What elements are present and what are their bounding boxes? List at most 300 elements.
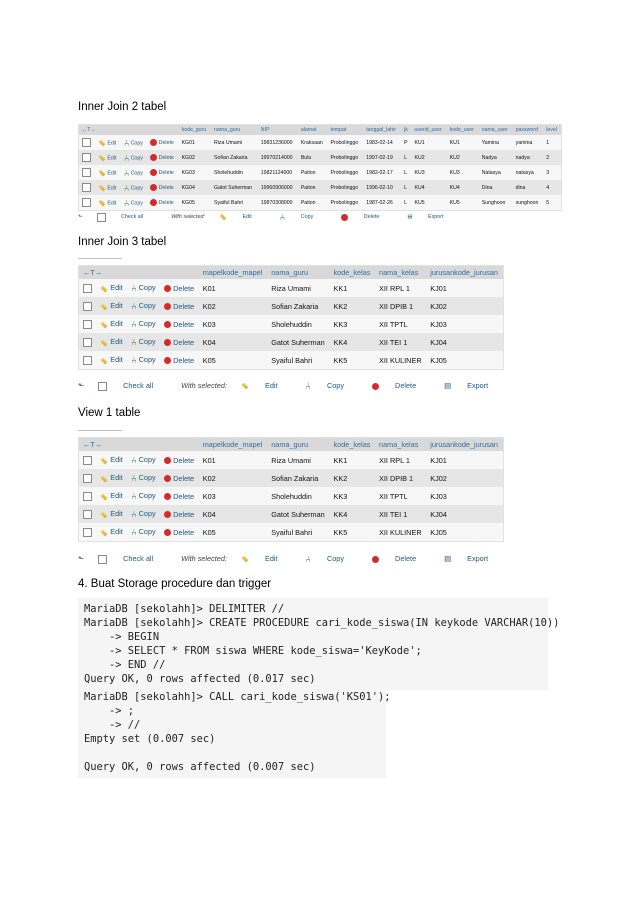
cell-nama_user: Nadya (479, 150, 513, 165)
delete-label: Delete (173, 527, 195, 537)
bulk-delete-button[interactable] (372, 554, 430, 563)
delete-label: Delete (173, 491, 195, 501)
copy-action[interactable] (127, 351, 160, 369)
row-checkbox-cell (79, 150, 95, 165)
cell-mapelkode_mapel: K04 (199, 505, 268, 523)
row-checkbox-cell (79, 180, 95, 195)
cell-jurusankode_jurusan: KJ04 (426, 333, 503, 351)
cell-nama_user: Dina (479, 180, 513, 195)
edit-action[interactable] (96, 469, 127, 487)
column-header-nama_guru[interactable]: nama_guru (211, 125, 258, 135)
export-button[interactable] (407, 214, 457, 220)
column-header-nama_kelas[interactable]: nama_kelas (375, 438, 426, 451)
cell-mapelkode_mapel: K03 (199, 487, 268, 505)
export-icon: ▤ (444, 554, 452, 563)
delete-action[interactable] (160, 505, 199, 523)
cell-jurusankode_jurusan: KJ03 (426, 315, 503, 333)
column-header-alamat[interactable]: alamat (298, 125, 328, 135)
row-checkbox-cell (79, 469, 96, 487)
column-nav[interactable]: ←T→ (79, 125, 179, 135)
row-checkbox[interactable] (82, 168, 91, 177)
column-header-tempat[interactable]: tempat (327, 125, 363, 135)
cell-mapelkode_mapel: K04 (199, 333, 268, 351)
row-checkbox-cell (79, 315, 96, 333)
column-header-nama_guru[interactable]: nama_guru (267, 266, 329, 279)
cell-nama_guru: Sofian Zakaria (267, 297, 329, 315)
table-row (79, 333, 503, 351)
cell-mapelkode_mapel: K01 (199, 451, 268, 469)
copy-label: Copy (138, 472, 156, 482)
row-checkbox-cell (79, 135, 95, 150)
row-checkbox[interactable] (83, 284, 92, 293)
row-checkbox-cell (79, 195, 95, 210)
bulk-edit-button[interactable] (241, 381, 292, 390)
copy-icon: ⑃ (131, 527, 137, 538)
table-row (79, 165, 561, 180)
edit-label: Edit (110, 337, 123, 347)
cell-NIP: 19970214000 (258, 150, 298, 165)
delete-action[interactable] (160, 351, 199, 369)
cell-jk: L (401, 180, 411, 195)
heading-storage-procedure: 4. Buat Storage procedure dan trigger (78, 578, 272, 590)
cell-alamat: Paiton (298, 195, 328, 210)
copy-label: Copy (138, 454, 156, 464)
cell-kode_guru: KG01 (179, 135, 211, 150)
table-header (79, 125, 561, 135)
copy-icon: ⑃ (305, 381, 311, 392)
delete-action[interactable] (160, 333, 199, 351)
cell-mapelkode_mapel: K05 (199, 351, 268, 369)
column-header-jk[interactable]: jk (401, 125, 411, 135)
copy-action[interactable] (121, 135, 148, 150)
delete-label: Delete (173, 319, 195, 329)
copy-label: Copy (138, 508, 156, 518)
copy-icon: ⑃ (131, 337, 137, 348)
check-all-button[interactable] (97, 214, 158, 220)
column-nav[interactable]: ←T→ (79, 438, 199, 451)
cell-jurusankode_jurusan: KJ05 (426, 523, 503, 541)
divider (78, 258, 122, 259)
pencil-icon (242, 383, 249, 390)
row-checkbox[interactable] (82, 138, 91, 147)
export-label: Export (427, 214, 444, 221)
cell-jurusankode_jurusan: KJ02 (426, 297, 503, 315)
row-checkbox[interactable] (82, 153, 91, 162)
delete-action[interactable] (160, 297, 199, 315)
cell-kode_kelas: KK3 (330, 315, 375, 333)
cell-tanggal_lahir: 1983-02-14 (363, 135, 401, 150)
delete-icon (164, 493, 171, 500)
edit-action[interactable] (95, 150, 121, 165)
cell-nama_guru: Riza Umami (211, 135, 258, 150)
cell-nama_guru: Sholehuddin (267, 315, 329, 333)
cell-kode_guru: KG03 (179, 165, 211, 180)
select-arrow-icon: ⬑ (78, 214, 83, 221)
cell-nama_kelas: XII DPIB 1 (375, 469, 426, 487)
delete-icon (164, 303, 171, 310)
delete-icon (164, 357, 171, 364)
delete-label: Delete (158, 199, 174, 206)
column-header-password[interactable]: password (513, 125, 544, 135)
row-checkbox[interactable] (83, 320, 92, 329)
cell-nama_guru: Gatot Suherman (211, 180, 258, 195)
table-header (79, 266, 503, 279)
copy-icon: ⑃ (123, 167, 130, 178)
delete-action[interactable] (160, 469, 199, 487)
column-header-userid_user[interactable]: userid_user (411, 125, 446, 135)
edit-action[interactable] (95, 165, 121, 180)
copy-icon: ⑃ (305, 554, 311, 565)
column-header-kode_user[interactable]: kode_user (447, 125, 479, 135)
copy-label: Copy (138, 336, 156, 346)
row-checkbox[interactable] (83, 338, 92, 347)
edit-label: Edit (110, 527, 123, 537)
cell-nama_guru: Syaiful Bahri (211, 195, 258, 210)
edit-action[interactable] (96, 279, 127, 297)
delete-action[interactable] (147, 165, 178, 180)
check-all-label: Check all (123, 554, 154, 563)
delete-icon (164, 529, 171, 536)
table-footer-2 (78, 381, 516, 391)
export-label: Export (467, 554, 489, 563)
cell-jurusankode_jurusan: KJ01 (426, 279, 503, 297)
cell-nama_kelas: XII TPTL (375, 315, 426, 333)
with-selected-label: With selected: (181, 381, 227, 390)
row-checkbox-cell (79, 165, 95, 180)
delete-action[interactable] (160, 523, 199, 541)
delete-action[interactable] (160, 487, 199, 505)
cell-nama_guru: Gatot Suherman (267, 505, 329, 523)
delete-action[interactable] (147, 150, 178, 165)
cell-kode_kelas: KK3 (330, 487, 375, 505)
cell-userid_user: KU4 (411, 180, 446, 195)
table-row (79, 315, 503, 333)
copy-action[interactable] (127, 487, 160, 505)
export-button[interactable] (444, 381, 502, 390)
delete-label: Delete (173, 355, 195, 365)
row-checkbox-cell (79, 505, 96, 523)
edit-action[interactable] (96, 487, 127, 505)
bulk-copy-label: Copy (300, 214, 314, 221)
export-label: Export (467, 381, 489, 390)
pencil-icon (101, 357, 108, 364)
column-header-kode_guru[interactable]: kode_guru (179, 125, 211, 135)
check-all-checkbox[interactable] (98, 555, 107, 564)
delete-icon (150, 199, 157, 206)
cell-nama_guru: Syaiful Bahri (267, 351, 329, 369)
bulk-edit-button[interactable] (241, 554, 292, 563)
delete-icon (150, 184, 157, 191)
copy-action[interactable] (127, 469, 160, 487)
cell-nama_guru: Syaiful Bahri (267, 523, 329, 541)
copy-icon: ⑃ (131, 283, 137, 294)
delete-label: Delete (173, 509, 195, 519)
delete-label: Delete (158, 169, 174, 176)
copy-label: Copy (138, 300, 156, 310)
delete-icon (372, 383, 379, 390)
pencil-icon (101, 321, 108, 328)
copy-action[interactable] (127, 279, 160, 297)
cell-jk: L (401, 195, 411, 210)
column-header-nama_guru[interactable]: nama_guru (267, 438, 329, 451)
code-block-call-procedure: MariaDB [sekolahh]> CALL cari_kode_siswa('KS01'); -> ; -> // Empty set (0.007 sec) Query OK, 0 rows affected (0.007 sec) (78, 686, 386, 778)
row-checkbox[interactable] (83, 510, 92, 519)
cell-kode_kelas: KK1 (330, 279, 375, 297)
delete-action[interactable] (160, 451, 199, 469)
cell-nama_kelas: XII TPTL (375, 487, 426, 505)
cell-NIP: 19960906000 (258, 180, 298, 195)
edit-action[interactable] (96, 351, 127, 369)
cell-nama_guru: Riza Umami (267, 279, 329, 297)
pencil-icon (101, 511, 108, 518)
delete-action[interactable] (160, 315, 199, 333)
table-row (79, 451, 503, 469)
heading-inner-join-3: Inner Join 3 tabel (78, 236, 167, 248)
select-arrow-icon: ⬑ (78, 554, 85, 563)
delete-label: Delete (158, 184, 174, 191)
cell-nama_guru: Riza Umami (267, 451, 329, 469)
edit-label: Edit (110, 283, 123, 293)
column-header-mapelkode_mapel[interactable]: mapelkode_mapel (199, 438, 268, 451)
cell-alamat: Kraksaan (298, 135, 328, 150)
bulk-edit-label: Edit (264, 554, 278, 563)
cell-NIP: 19821124000 (258, 165, 298, 180)
table-row (79, 195, 561, 210)
copy-icon: ⑃ (123, 197, 130, 208)
cell-alamat: Bulu (298, 150, 328, 165)
copy-icon: ⑃ (131, 355, 137, 366)
cell-tanggal_lahir: 1987-02-26 (363, 195, 401, 210)
cell-kode_guru: KG04 (179, 180, 211, 195)
column-nav[interactable]: ←T→ (79, 266, 199, 279)
cell-mapelkode_mapel: K03 (199, 315, 268, 333)
bulk-edit-button[interactable] (219, 214, 266, 220)
cell-kode_user: KU4 (447, 180, 479, 195)
edit-action[interactable] (96, 297, 127, 315)
row-checkbox-cell (79, 333, 96, 351)
bulk-delete-label: Delete (395, 554, 417, 563)
bulk-copy-label: Copy (326, 381, 345, 390)
heading-inner-join-2: Inner Join 2 tabel (78, 101, 167, 113)
copy-action[interactable] (127, 297, 160, 315)
cell-jk: P (401, 135, 411, 150)
table-row (79, 469, 503, 487)
table-row (79, 297, 503, 315)
edit-action[interactable] (96, 505, 127, 523)
column-header-nama_user[interactable]: nama_user (479, 125, 513, 135)
check-all-checkbox[interactable] (98, 382, 107, 391)
copy-label: Copy (130, 169, 143, 176)
cell-userid_user: KU2 (411, 150, 446, 165)
row-checkbox-cell (79, 279, 96, 297)
column-header-NIP[interactable]: NIP (258, 125, 298, 135)
cell-kode_kelas: KK5 (330, 523, 375, 541)
delete-icon (372, 556, 379, 563)
delete-label: Delete (173, 283, 195, 293)
pencil-icon (99, 184, 106, 191)
row-checkbox[interactable] (83, 528, 92, 537)
cell-password: nadya (513, 150, 544, 165)
delete-action[interactable] (147, 180, 178, 195)
delete-label: Delete (158, 154, 174, 161)
edit-action[interactable] (96, 333, 127, 351)
pencil-icon (101, 339, 108, 346)
cell-tempat: Probolinggo (327, 180, 363, 195)
copy-action[interactable] (127, 315, 160, 333)
pencil-icon (101, 493, 108, 500)
column-header-level[interactable]: level (543, 125, 561, 135)
copy-action[interactable] (127, 451, 160, 469)
bulk-copy-button[interactable] (306, 554, 358, 563)
row-checkbox-cell (79, 351, 96, 369)
cell-nama_guru: Sofian Zakaria (211, 150, 258, 165)
with-selected-label: With selected: (181, 554, 227, 563)
column-header-kode_kelas[interactable]: kode_kelas (330, 266, 375, 279)
copy-label: Copy (138, 354, 156, 364)
cell-level: 1 (543, 135, 561, 150)
table-row (79, 351, 503, 369)
delete-icon (164, 285, 171, 292)
bulk-delete-button[interactable] (372, 381, 430, 390)
delete-action[interactable] (160, 279, 199, 297)
cell-kode_kelas: KK4 (330, 505, 375, 523)
cell-jurusankode_jurusan: KJ05 (426, 351, 503, 369)
cell-nama_guru: Sholehuddin (267, 487, 329, 505)
cell-level: 5 (543, 195, 561, 210)
edit-action[interactable] (95, 135, 121, 150)
delete-icon (150, 154, 157, 161)
bulk-copy-label: Copy (326, 554, 345, 563)
cell-alamat: Paiton (298, 180, 328, 195)
select-arrow-icon: ⬑ (78, 381, 85, 390)
copy-label: Copy (138, 282, 156, 292)
copy-icon: ⑃ (123, 137, 130, 148)
edit-action[interactable] (95, 180, 121, 195)
cell-mapelkode_mapel: K05 (199, 523, 268, 541)
with-selected-label: With selected: (171, 214, 205, 221)
row-checkbox[interactable] (82, 198, 91, 207)
table-row (79, 150, 561, 165)
cell-mapelkode_mapel: K02 (199, 297, 268, 315)
edit-label: Edit (107, 184, 117, 191)
copy-label: Copy (130, 154, 143, 161)
check-all-button[interactable] (98, 554, 167, 563)
delete-icon (164, 511, 171, 518)
copy-action[interactable] (121, 165, 148, 180)
row-checkbox[interactable] (83, 456, 92, 465)
check-all-checkbox[interactable] (97, 213, 106, 222)
column-header-kode_kelas[interactable]: kode_kelas (330, 438, 375, 451)
column-header-jurusankode_jurusan[interactable]: jurusankode_jurusan (426, 438, 503, 451)
pencil-icon (101, 529, 108, 536)
cell-level: 2 (543, 150, 561, 165)
edit-label: Edit (110, 455, 123, 465)
cell-kode_kelas: KK2 (330, 469, 375, 487)
edit-label: Edit (107, 199, 117, 206)
column-header-nama_kelas[interactable]: nama_kelas (375, 266, 426, 279)
result-table-view (78, 437, 504, 542)
edit-action[interactable] (96, 315, 127, 333)
cell-jurusankode_jurusan: KJ03 (426, 487, 503, 505)
table-row (79, 523, 503, 541)
bulk-delete-button[interactable] (341, 214, 393, 220)
cell-nama_kelas: XII KULINER (375, 523, 426, 541)
edit-label: Edit (107, 169, 117, 176)
table-footer-1 (78, 212, 472, 222)
cell-kode_guru: KG02 (179, 150, 211, 165)
export-button[interactable] (444, 554, 502, 563)
pencil-icon (99, 139, 106, 146)
delete-label: Delete (173, 455, 195, 465)
row-checkbox[interactable] (83, 492, 92, 501)
edit-label: Edit (110, 509, 123, 519)
copy-label: Copy (130, 184, 143, 191)
edit-action[interactable] (95, 195, 121, 210)
delete-icon (341, 214, 348, 221)
column-header-mapelkode_mapel[interactable]: mapelkode_mapel (199, 266, 268, 279)
cell-kode_kelas: KK1 (330, 451, 375, 469)
copy-icon: ⑃ (123, 152, 130, 163)
copy-label: Copy (138, 318, 156, 328)
bulk-edit-label: Edit (242, 214, 252, 221)
cell-userid_user: KU3 (411, 165, 446, 180)
cell-tempat: Probolinggo (327, 135, 363, 150)
cell-tempat: Probolinggo (327, 195, 363, 210)
export-icon: ▤ (407, 214, 413, 221)
row-checkbox[interactable] (83, 474, 92, 483)
copy-action[interactable] (121, 195, 148, 210)
cell-kode_kelas: KK5 (330, 351, 375, 369)
row-checkbox[interactable] (83, 356, 92, 365)
cell-tanggal_lahir: 1982-02-17 (363, 165, 401, 180)
cell-NIP: 19831236000 (258, 135, 298, 150)
cell-kode_kelas: KK4 (330, 333, 375, 351)
cell-kode_user: KU5 (447, 195, 479, 210)
copy-action[interactable] (127, 505, 160, 523)
row-checkbox[interactable] (83, 302, 92, 311)
copy-action[interactable] (121, 180, 148, 195)
copy-label: Copy (130, 139, 143, 146)
delete-label: Delete (173, 473, 195, 483)
export-icon: ▤ (444, 381, 452, 390)
delete-icon (150, 139, 157, 146)
cell-nama_kelas: XII TEI 1 (375, 505, 426, 523)
pencil-icon (101, 303, 108, 310)
copy-label: Copy (138, 490, 156, 500)
edit-action[interactable] (96, 451, 127, 469)
copy-icon: ⑃ (131, 491, 137, 502)
copy-icon: ⑃ (123, 182, 130, 193)
delete-action[interactable] (147, 195, 178, 210)
copy-action[interactable] (127, 333, 160, 351)
column-header-jurusankode_jurusan[interactable]: jurusankode_jurusan (426, 266, 503, 279)
cell-alamat: Paiton (298, 165, 328, 180)
check-all-button[interactable] (98, 381, 167, 390)
row-checkbox[interactable] (82, 183, 91, 192)
heading-view-1-table: View 1 table (78, 407, 141, 419)
delete-label: Delete (173, 337, 195, 347)
copy-icon: ⑃ (279, 212, 286, 222)
copy-icon: ⑃ (131, 473, 137, 484)
delete-action[interactable] (147, 135, 178, 150)
bulk-copy-button[interactable] (280, 214, 328, 220)
edit-action[interactable] (96, 523, 127, 541)
column-header-tanggal_lahir[interactable]: tanggal_lahir (363, 125, 401, 135)
bulk-copy-button[interactable] (306, 381, 358, 390)
copy-label: Copy (138, 526, 156, 536)
copy-action[interactable] (127, 523, 160, 541)
copy-action[interactable] (121, 150, 148, 165)
